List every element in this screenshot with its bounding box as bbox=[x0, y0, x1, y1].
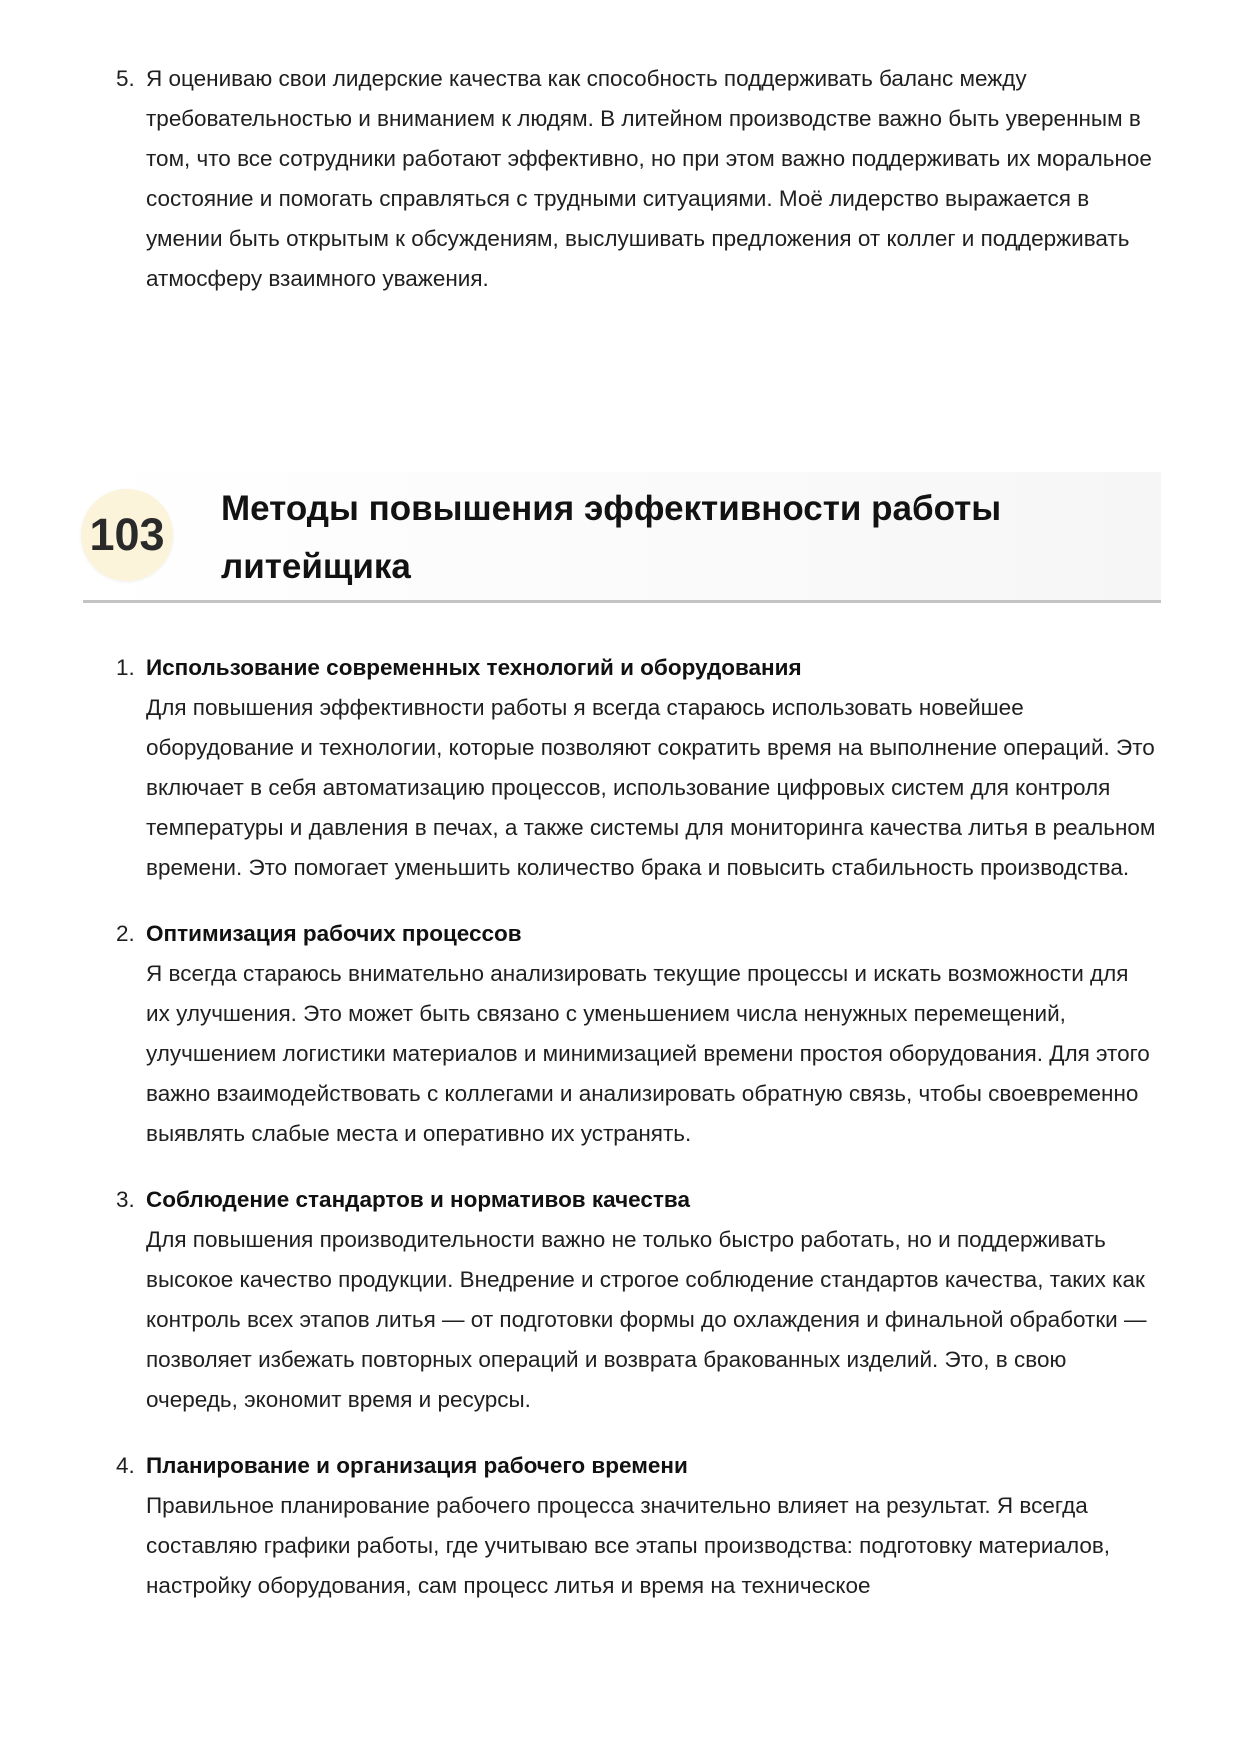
method-number: 1. bbox=[116, 655, 135, 680]
method-number: 2. bbox=[116, 921, 135, 946]
method-text: Для повышения эффективности работы я всегда стараюсь использовать новейшее оборудование и технологии, которые позволяют сократить время на выполнение операций. Это включает в себя автоматизацию процессов, использование цифровых систем для контроля температуры и давления в печах, а также системы для мониторинга качества литья в реальном времени. Это помогает уменьшить количество брака и повысить стабильность производства. bbox=[146, 695, 1156, 880]
method-item bbox=[116, 914, 1156, 1154]
section-divider bbox=[83, 600, 1161, 603]
method-number: 3. bbox=[116, 1187, 135, 1212]
method-heading: Соблюдение стандартов и нормативов качества bbox=[146, 1187, 690, 1212]
method-item bbox=[116, 648, 1156, 888]
list-item-number: 5. bbox=[116, 66, 135, 91]
methods-list bbox=[116, 648, 1156, 1632]
section-header bbox=[83, 472, 1161, 604]
method-number: 4. bbox=[116, 1453, 135, 1478]
list-item bbox=[116, 59, 1156, 299]
section-number-badge bbox=[81, 489, 173, 581]
intro-list bbox=[116, 59, 1156, 299]
method-item bbox=[116, 1446, 1156, 1606]
method-heading: Оптимизация рабочих процессов bbox=[146, 921, 522, 946]
method-text: Для повышения производительности важно не только быстро работать, но и поддерживать высокое качество продукции. Внедрение и строгое соблюдение стандартов качества, таких как контроль всех этапов литья — от подготовки формы до охлаждения и финальной обработки — позволяет избежать повторных операций и возврата бракованных изделий. Это, в свою очередь, экономит время и ресурсы. bbox=[146, 1227, 1147, 1412]
section-title: Методы повышения эффективности работы литейщика bbox=[221, 489, 1002, 586]
method-text: Я всегда стараюсь внимательно анализировать текущие процессы и искать возможности для их улучшения. Это может быть связано с уменьшением числа ненужных перемещений, улучшением логистики материалов и минимизацией времени простоя оборудования. Для этого важно взаимодействовать с коллегами и анализировать обратную связь, чтобы своевременно выявлять слабые места и оперативно их устранять. bbox=[146, 961, 1150, 1146]
section-number: 103 bbox=[89, 509, 165, 560]
list-item-text: Я оцениваю свои лидерские качества как способность поддерживать баланс между требовательностью и вниманием к людям. В литейном производстве важно быть уверенным в том, что все сотрудники работают эффективно, но при этом важно поддерживать их моральное состояние и помогать справляться с трудными ситуациями. Моё лидерство выражается в умении быть открытым к обсуждениям, выслушивать предложения от коллег и поддерживать атмосферу взаимного уважения. bbox=[146, 66, 1152, 291]
method-heading: Планирование и организация рабочего времени bbox=[146, 1453, 688, 1478]
method-item bbox=[116, 1180, 1156, 1420]
method-text: Правильное планирование рабочего процесса значительно влияет на результат. Я всегда составляю графики работы, где учитываю все этапы производства: подготовку материалов, настройку оборудования, сам процесс литья и время на техническое bbox=[146, 1493, 1111, 1598]
method-heading: Использование современных технологий и оборудования bbox=[146, 655, 802, 680]
